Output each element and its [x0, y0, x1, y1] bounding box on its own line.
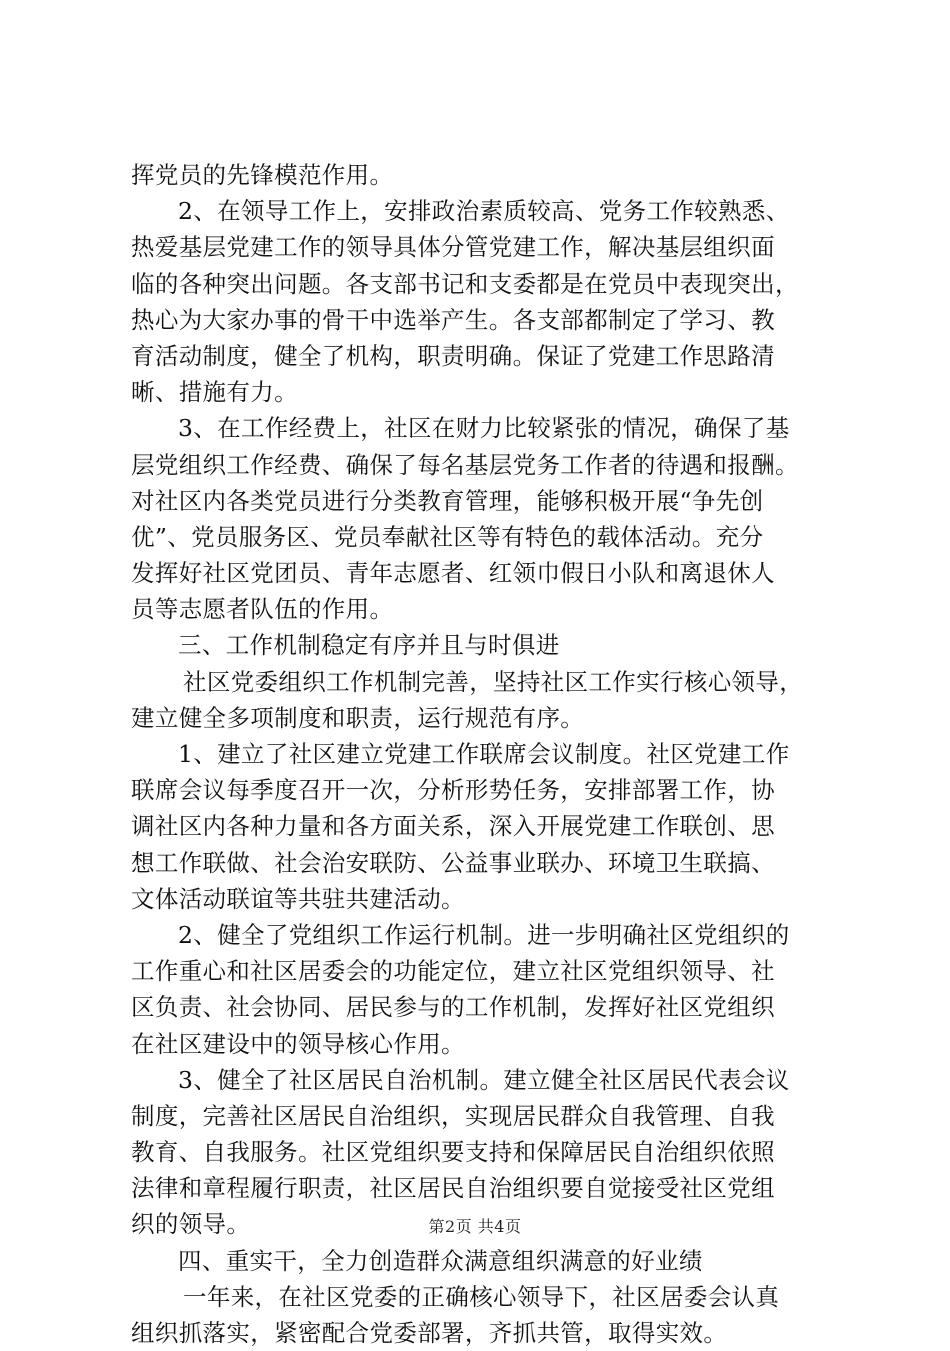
paragraph-line: 教育、自我服务。社区党组织要支持和保障居民自治组织依照 [131, 1138, 775, 1167]
paragraph-line: 文体活动联谊等共驻共建活动。 [131, 884, 465, 913]
paragraph-line: 优”、党员服务区、党员奉献社区等有特色的载体活动。充分 [131, 522, 764, 551]
paragraph-line: 员等志愿者队伍的作用。 [131, 595, 394, 624]
paragraph-line: 联席会议每季度召开一次，分析形势任务，安排部署工作，协 [131, 776, 775, 805]
paragraph-line: 热爱基层党建工作的领导具体分管党建工作，解决基层组织面 [131, 233, 775, 262]
paragraph-line: 制度，完善社区居民自治组织，实现居民群众自我管理、自我 [131, 1101, 775, 1130]
paragraph-line: 建立健全多项制度和职责，运行规范有序。 [131, 703, 585, 732]
paragraph-line: 法律和章程履行职责，社区居民自治组织要自觉接受社区党组 [131, 1174, 775, 1203]
paragraph-line: 热心为大家办事的骨干中选举产生。各支部都制定了学习、教 [131, 305, 775, 334]
paragraph-line: 一年来，在社区党委的正确核心领导下，社区居委会认真 [183, 1282, 780, 1311]
paragraph-line: 在社区建设中的领导核心作用。 [131, 1029, 465, 1058]
paragraph-line: 3、在工作经费上，社区在财力比较紧张的情况，确保了基 [178, 414, 790, 443]
paragraph-line: 层党组织工作经费、确保了每名基层党务工作者的待遇和报酬。 [131, 450, 799, 479]
paragraph-line: 对社区内各类党员进行分类教育管理，能够积极开展“争先创 [131, 486, 764, 515]
paragraph-line: 织的领导。 [131, 1210, 251, 1239]
paragraph-line: 育活动制度，健全了机构，职责明确。保证了党建工作思路清 [131, 341, 775, 370]
paragraph-line: 区负责、社会协同、居民参与的工作机制，发挥好社区党组织 [131, 993, 775, 1022]
document-body [131, 157, 831, 1351]
paragraph-line: 发挥好社区党团员、青年志愿者、红领巾假日小队和离退休人 [131, 559, 775, 588]
paragraph-line: 工作重心和社区居委会的功能定位，建立社区党组织领导、社 [131, 957, 775, 986]
paragraph-line: 2、健全了党组织工作运行机制。进一步明确社区党组织的 [178, 920, 790, 949]
paragraph-line: 想工作联做、社会治安联防、公益事业联办、环境卫生联搞、 [131, 848, 775, 877]
paragraph-line: 2、在领导工作上，安排政治素质较高、党务工作较熟悉、 [178, 197, 790, 226]
paragraph-line: 1、建立了社区建立党建工作联席会议制度。社区党建工作 [178, 740, 790, 768]
paragraph-line: 调社区内各种力量和各方面关系，深入开展党建工作联创、思 [131, 812, 775, 841]
section-heading: 四、重实干，全力创造群众满意组织满意的好业绩 [178, 1246, 703, 1275]
paragraph-line: 临的各种突出问题。各支部书记和支委都是在党员中表现突出， [131, 269, 799, 298]
page-number-footer: 第2页 共4页 [428, 1217, 522, 1236]
section-heading: 三、工作机制稳定有序并且与时俱进 [178, 631, 560, 660]
paragraph-line: 晰、措施有力。 [131, 378, 298, 407]
paragraph-line: 挥党员的先锋模范作用。 [131, 161, 394, 189]
paragraph-line: 组织抓落实，紧密配合党委部署，齐抓共管，取得实效。 [131, 1319, 728, 1347]
paragraph-line: 社区党委组织工作机制完善，坚持社区工作实行核心领导， [183, 667, 804, 696]
paragraph-line: 3、健全了社区居民自治机制。建立健全社区居民代表会议 [178, 1065, 790, 1094]
